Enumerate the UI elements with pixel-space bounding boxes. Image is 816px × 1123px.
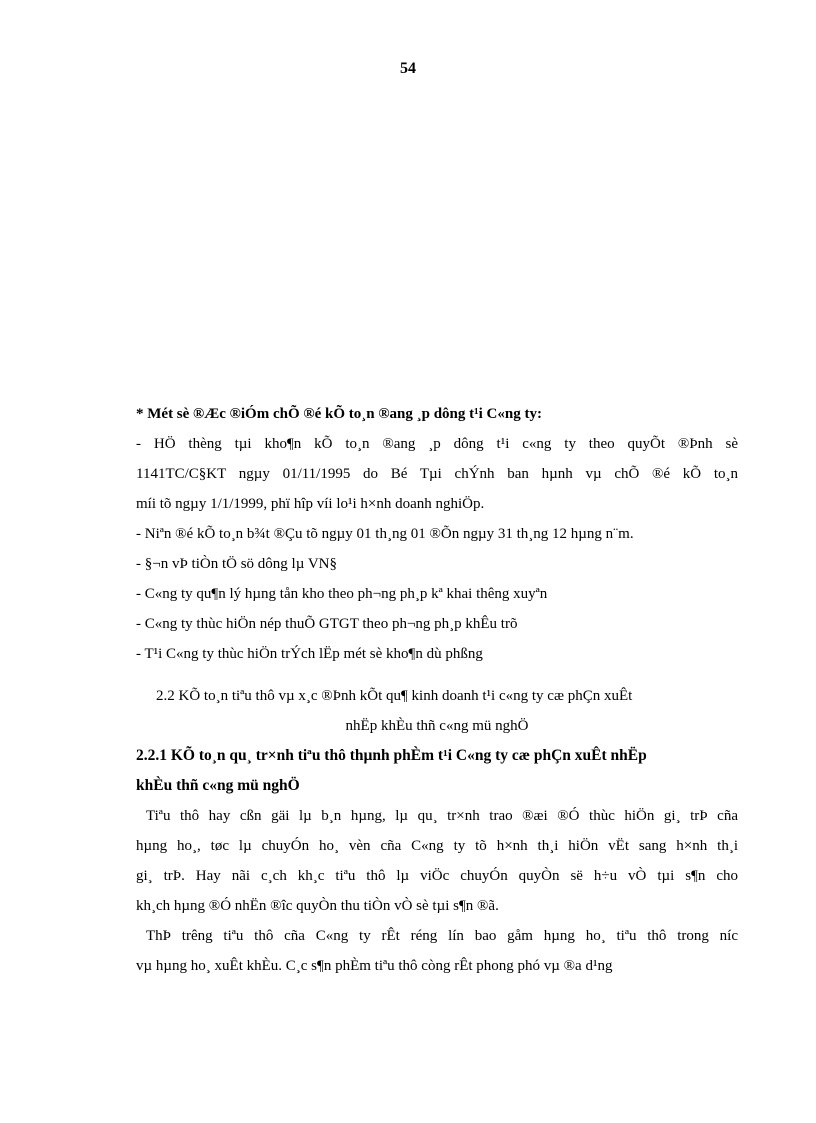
bullet-2: - Niªn ®é kÕ to¸n b¾t ®Çu tõ ngµy 01 th¸ng 01 ®Õn ngµy 31 th¸ng 12 hµng n¨m. (136, 526, 634, 542)
document-body (136, 399, 738, 981)
bullet-5: - C«ng ty thùc hiÖn nép thuÕ GTGT theo ph¬ng ph¸p khÊu trõ (136, 616, 518, 632)
subsection-title-line-1: 2.2.1 KÕ to¸n qu¸ tr×nh tiªu thô thµnh phÈm t¹i C«ng ty cæ phÇn xuÊt nhËp (136, 747, 647, 764)
paragraph-1-line-2: hµng ho¸, tøc lµ chuyÓn ho¸ vèn cña C«ng ty tõ h×nh th¸i hiÖn vËt sang h×nh th¸i (136, 838, 738, 854)
bullet-1-line-3: míi tõ ngµy 1/1/1999, phï hîp víi lo¹i h×nh doanh nghiÖp. (136, 496, 485, 512)
subsection-title-line-2: khÈu thñ c«ng mü nghÖ (136, 777, 300, 794)
bullet-3: - §¬n vÞ tiÒn tÖ sö dông lµ VN§ (136, 556, 338, 572)
heading: * Mét sè ®Æc ®iÓm chÕ ®é kÕ to¸n ®ang ¸p dông t¹i C«ng ty: (136, 406, 542, 422)
paragraph-1-line-1: Tiªu thô hay cßn gäi lµ b¸n hµng, lµ qu¸ tr×nh trao ®æi ®Ó thùc hiÖn gi¸ trÞ cña (146, 808, 738, 824)
bullet-4: - C«ng ty qu¶n lý hµng tån kho theo ph¬ng ph¸p kª khai thêng xuyªn (136, 586, 548, 602)
paragraph-2-line-2: vµ hµng ho¸ xuÊt khÈu. C¸c s¶n phÈm tiªu thô còng rÊt phong phó vµ ®a d¹ng (136, 958, 613, 974)
page-number: 54 (400, 60, 416, 77)
paragraph-1-line-3: gi¸ trÞ. Hay nãi c¸ch kh¸c tiªu thô lµ viÖc chuyÓn quyÒn së h÷u vÒ tµi s¶n cho (136, 868, 738, 884)
bullet-1-line-2: 1141TC/C§KT ngµy 01/11/1995 do Bé Tµi chÝnh ban hµnh vµ chÕ ®é kÕ to¸n (136, 466, 738, 482)
section-title-line-1: 2.2 KÕ to¸n tiªu thô vµ x¸c ®Þnh kÕt qu¶ kinh doanh t¹i c«ng ty cæ phÇn xuÊt (156, 688, 633, 704)
section-title-line-2: nhËp khÈu thñ c«ng mü nghÖ (345, 718, 529, 734)
bullet-6: - T¹i C«ng ty thùc hiÖn trÝch lËp mét sè kho¶n dù phßng (136, 646, 483, 662)
paragraph-1-line-4: kh¸ch hµng ®Ó nhËn ®îc quyÒn thu tiÒn vÒ sè tµi s¶n ®ã. (136, 898, 499, 914)
paragraph-2-line-1: ThÞ trêng tiªu thô cña C«ng ty rÊt réng lín bao gåm hµng ho¸ tiªu thô trong níc (146, 928, 738, 944)
bullet-1-line-1: - HÖ thèng tµi kho¶n kÕ to¸n ®ang ¸p dông t¹i c«ng ty theo quyÕt ®Þnh sè (136, 436, 738, 452)
